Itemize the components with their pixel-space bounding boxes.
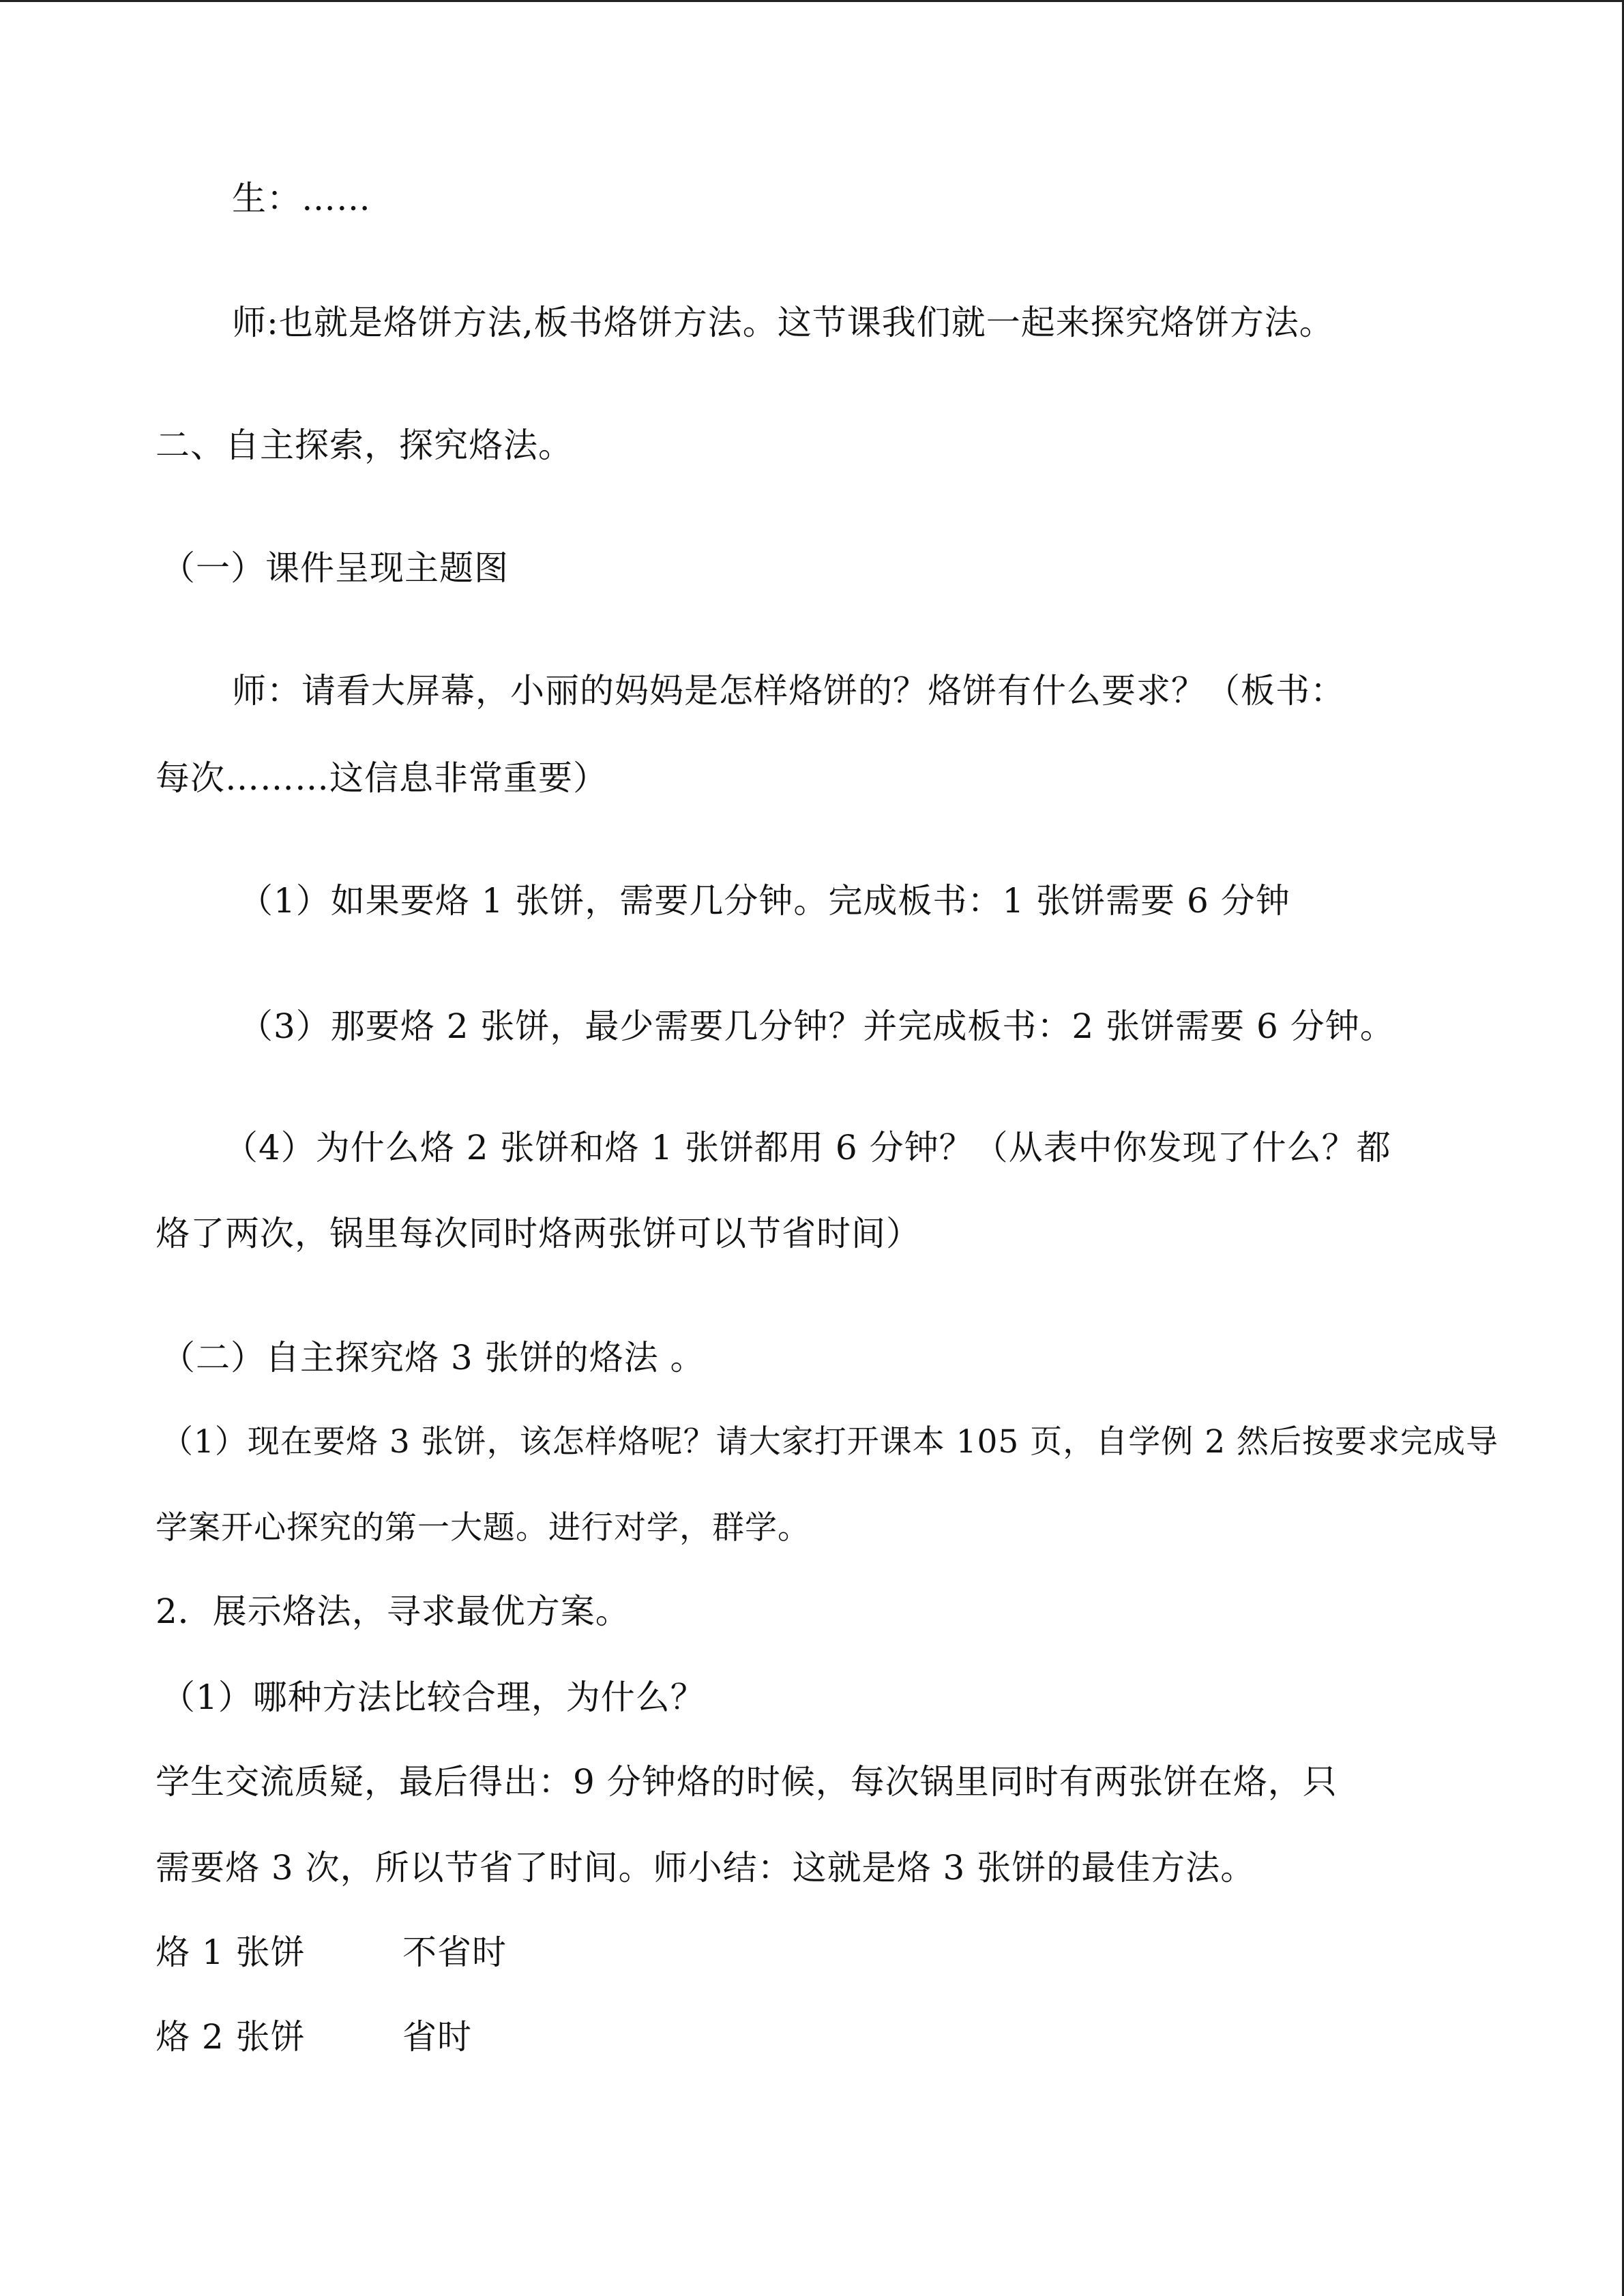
text-line-10: 烙了两次，锅里每次同时烙两张饼可以节省时间） — [156, 1214, 921, 1253]
text-line-14: 2．展示烙法，寻求最优方案。 — [156, 1592, 630, 1631]
subsection-heading-2: （二）自主探究烙 3 张饼的烙法 。 — [161, 1338, 705, 1377]
table-row-2-left: 烙 2 张饼 — [156, 2017, 306, 2057]
text-line-5: 师：请看大屏幕，小丽的妈妈是怎样烙饼的？烙饼有什么要求？（板书： — [232, 671, 1345, 711]
text-line-6: 每次………这信息非常重要） — [156, 758, 608, 798]
table-row-2-right: 省时 — [402, 2017, 472, 2057]
text-line-7: （1）如果要烙 1 张饼，需要几分钟。完成板书：1 张饼需要 6 分钟 — [239, 881, 1290, 921]
text-line-9: （4）为什么烙 2 张饼和烙 1 张饼都用 6 分钟？（从表中你发现了什么？都 — [224, 1128, 1391, 1167]
section-heading-2: 二、自主探索，探究烙法。 — [156, 426, 573, 465]
table-row-1-right: 不省时 — [402, 1933, 507, 1972]
subsection-heading-1: （一）课件呈现主题图 — [161, 548, 509, 588]
text-line-13: 学案开心探究的第一大题。进行对学，群学。 — [156, 1509, 810, 1547]
table-row-1-left: 烙 1 张饼 — [156, 1933, 306, 1972]
text-line-15: （1）哪种方法比较合理，为什么？ — [161, 1678, 705, 1717]
text-line-17: 需要烙 3 次，所以节省了时间。师小结：这就是烙 3 张饼的最佳方法。 — [156, 1848, 1256, 1888]
text-line-1: 生：…… — [232, 179, 371, 218]
text-line-16: 学生交流质疑，最后得出：9 分钟烙的时候，每次锅里同时有两张饼在烙，只 — [156, 1762, 1338, 1802]
text-line-12: （1）现在要烙 3 张饼，该怎样烙呢？请大家打开课本 105 页，自学例 2 然后按要求完成导 — [161, 1423, 1499, 1461]
text-line-2: 师:也就是烙饼方法,板书烙饼方法。这节课我们就一起来探究烙饼方法。 — [232, 303, 1334, 342]
text-line-8: （3）那要烙 2 张饼，最少需要几分钟？并完成板书：2 张饼需要 6 分钟。 — [239, 1007, 1395, 1046]
